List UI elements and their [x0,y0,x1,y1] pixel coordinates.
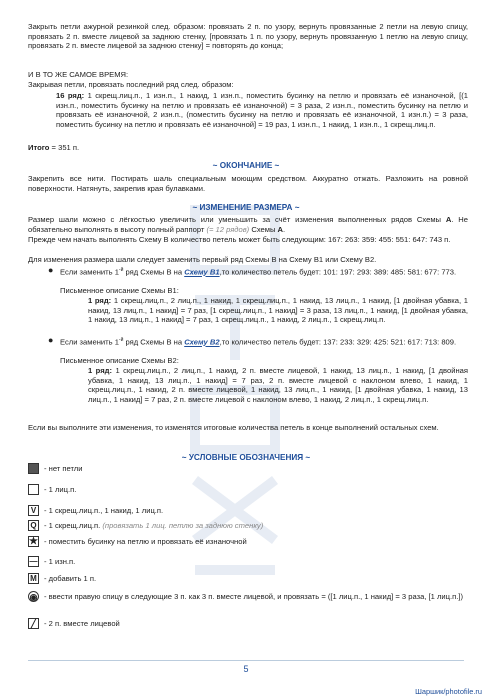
legend-item-twisted-yo-knit [28,505,468,517]
footer-divider [28,660,464,661]
row-16-text: 1 скрещ.лиц.п., 1 изн.п., 1 накид, 1 изн.п., поместить бусинку на петлю и провязать её изнаночной, [(1 изн.п., поместить бусинку на петлю и провязать её изнаночной) = 3 раза, 2 изн.п., поместить бусинку на петлю и провязать её изнаночной, 2 изн.п., (поместить бусинку на петлю и провязать её изнаночной, 1 изн.п.) = 3 раза, поместить бусинку на петлю и провязать её изнаночной] = 19 раз, 1 изн.п., 1 накид, 1 изн.п., 1 скрещ.лиц.п. [56,91,469,129]
resize-replace-note: Для изменения размера шали следует заменить первый ряд Схемы B на Схему B1 или Схему B2. [28,255,377,264]
intro-meanwhile: И В ТО ЖЕ САМОЕ ВРЕМЯ: [28,70,129,79]
total-value: = 351 п. [51,143,80,152]
b2-row-label: 1 ряд: [88,366,112,375]
bead-star-icon: ★ [29,536,38,547]
b1-prefix: Если заменить 1 [60,267,119,277]
ending-heading: ~ ОКОНЧАНИЕ ~ [212,161,280,170]
ending-text: Закрепить все нити. Постирать шаль специальным моющим средством. Аккуратно отжать. Разложить на ровной поверхности. Натянуть, закрепив края булавками. [28,174,468,193]
bullet-b1: ● [48,265,54,275]
legend-label: - поместить бусинку на петлю и провязать её изнаночной [44,537,247,546]
resize-intro-f: A [277,224,284,234]
resize-closing-note: Если вы выполните эти изменения, то изменятся итоговые количества петель в конце выполнений остальных схем. [28,423,439,432]
resize-stitch-counts: Прежде чем начать выполнять Схему B количество петель может быть следующим: 167: 263: 359: 455: 551: 647: 743 п. [28,235,451,244]
legend-label: - добавить 1 п. [44,574,97,583]
legend-item-twisted-knit [28,520,468,532]
resize-intro-g: . [283,224,286,234]
row-16-label: 16 ряд: [56,91,85,100]
b2-option [60,336,468,347]
b1-description: Письменное описание Схемы B1: [60,286,179,295]
legend-label: - 1 лиц.п. [44,485,77,494]
b1-row-1 [88,296,468,325]
b1-row-label: 1 ряд: [88,296,112,305]
b1-tail: ,то количество петель будет: 101: 197: 293: 389: 485: 581: 677: 773. [219,267,457,277]
v-stitch-icon: V [28,505,39,516]
legend-item-3-together [28,591,468,613]
legend-label: - 2 п. вместе лицевой [44,619,120,628]
legend-item-knit [28,484,468,496]
site-credit: Шаршик/photofile.ru [415,687,482,696]
resize-intro-e: Схемы [249,224,278,234]
legend-label [44,521,468,531]
three-together-icon: ◉ [29,592,38,602]
page-number: 5 [243,664,249,674]
k2tog-slash-icon: ╱ [28,618,39,629]
resize-intro-a: Размер шали можно с лёгкостью увеличить или уменьшить за счёт изменения выполненных рядов Схемы [28,215,446,224]
b2-mid: ряд Схемы B на [123,337,185,347]
total-line [28,143,468,153]
schema-b1-link[interactable]: Схему B1 [184,267,220,277]
resize-intro-c: . Не обязательно выполнять в высоту полный раппорт [28,215,468,234]
legend-label: - 1 скрещ.лиц.п., 1 накид, 1 лиц.п. [44,506,164,515]
legend-label: - нет петли [44,464,83,473]
purl-dash-icon: — [29,557,38,566]
b2-row-text: 1 скрещ.лиц.п., 2 лиц.п., 1 накид, 2 п. вместе лицевой, 1 накид, 13 лиц.п., 1 накид, [1 двойная убавка, 1 накид, 13 лиц.п., 1 накид] = 7 раз, 2 п. вместе лицевой с наклоном влево, 1 накид, 1 скрещ.лиц.п., 1 накид, 2 п. вместе лицевой, 1 накид, 13 лиц.п., 1 накид, [1 двойная убавка, 1 накид, 13 лиц.п., 1 накид] = 7 раз, 2 п. вместе лицевой с наклоном влево, 1 накид, 2 лиц.п., 1 скрещ.лиц.п. [88,366,468,404]
legend-label-note: (провязать 1 лиц. петлю за заднюю стенку) [102,521,264,530]
b2-description: Письменное описание Схемы B2: [60,356,179,365]
bullet-b2: ● [48,335,54,345]
b1-row-text: 1 скрещ.лиц.п., 2 лиц.п., 1 накид, 1 скрещ.лиц.п., 1 накид, 13 лиц.п., 1 накид, [1 двойная убавка, 1 накид, 13 лиц.п., 1 накид] = 7 раз, [1 скрещ.лиц.п., 1 накид] = 3 раза, 13 лиц.п., 1 накид, [1 двойная убавка, 1 накид, 13 лиц.п., 1 накид] = 7 раз, 1 скрещ.лиц.п., 1 накид, 2 лиц.п., 1 скрещ.лиц.п. [88,296,468,325]
legend-item-no-stitch [28,463,468,475]
b1-mid: ряд Схемы B на [123,267,185,277]
resize-heading: ~ ИЗМЕНЕНИЕ РАЗМЕРА ~ [192,203,300,212]
resize-intro-d: (= 12 рядов) [206,224,250,234]
legend-item-increase [28,573,468,585]
b2-sup: -й [118,337,124,343]
legend-item-purl [28,556,468,568]
knit-icon [28,484,39,495]
resize-intro [28,215,468,234]
legend-label: - 1 изн.п. [44,557,76,566]
legend-item-bead [28,536,468,548]
legend-label: - ввести правую спицу в следующие 3 п. как 3 п. вместе лицевой, и провязать = ([1 лиц.п., 1 накид] = 3 раза, [1 лиц.п.]) [44,592,463,601]
legend-heading: ~ УСЛОВНЫЕ ОБОЗНАЧЕНИЯ ~ [181,453,311,462]
no-stitch-icon [28,463,39,474]
legend-item-k2tog [28,618,468,630]
intro-paragraph: Закрыть петли ажурной резинкой след. образом: провязать 2 п. по узору, вернуть провязанные 2 петли на левую спицу, провязать 2 п. вместе лицевой за заднюю стенку, [провязать 1 п. по узору, вернуть провязанную 1 петлю на левую спицу, провязать 2 п. вместе лицевой за заднюю стенку] = повторять до конца; [28,22,468,51]
b1-sup: -й [118,267,124,273]
schema-b2-link[interactable]: Схему B2 [184,337,220,347]
row-16-instruction [28,91,468,129]
b2-tail: ,то количество петель будет: 137: 233: 329: 425: 521: 617: 713: 809. [219,337,457,347]
resize-intro-b: A [445,215,452,224]
increase-m-icon: M [28,573,39,584]
twisted-knit-icon: Q [28,520,39,531]
b2-row-1 [88,366,468,404]
total-label: Итого [28,143,50,152]
intro-last-row: Закрывая петли, провязать последний ряд след. образом: [28,80,234,89]
b2-prefix: Если заменить 1 [60,337,119,347]
b1-option [60,266,468,277]
legend-label-main: - 1 скрещ.лиц.п. [44,521,101,530]
